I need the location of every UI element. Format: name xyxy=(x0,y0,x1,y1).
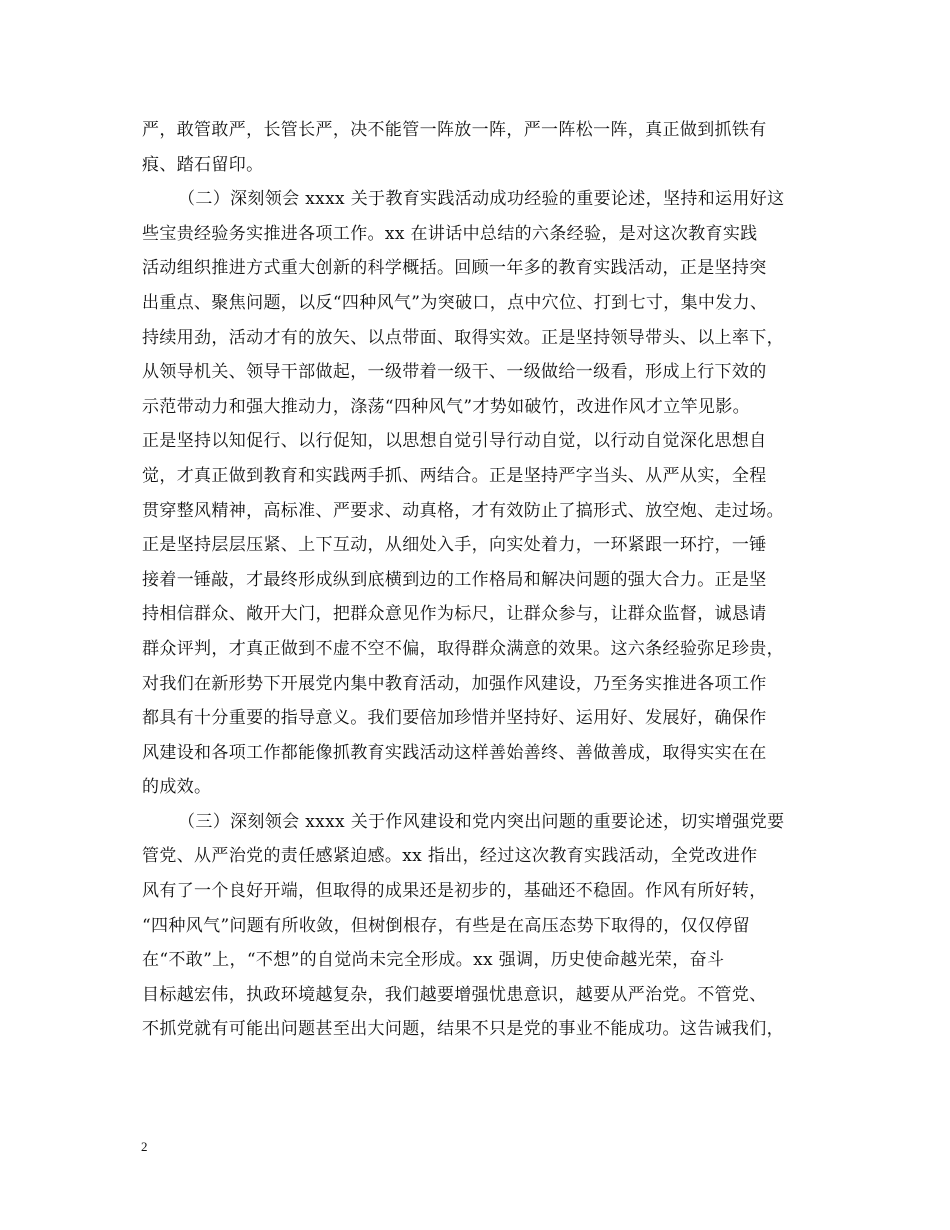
text-line: 都具有十分重要的指导意义。我们要倍加珍惜并坚持好、运用好、发展好，确保作 xyxy=(142,708,767,729)
text-line: 接着一锤敲，才最终形成纵到底横到边的工作格局和解决问题的强大合力。正是坚 xyxy=(142,569,767,590)
text-line: 风建设和各项工作都能像抓教育实践活动这样善始善终、善做善成，取得实实在在 xyxy=(142,742,767,763)
text-line: 严，敢管敢严，长管长严，决不能管一阵放一阵，严一阵松一阵，真正做到抓铁有 xyxy=(142,120,767,140)
paragraph-start-line: （三）深刻领会 xxxx 关于作风建设和党内突出问题的重要论述，切实增强党要 xyxy=(178,811,785,832)
text-line: 的成效。 xyxy=(142,777,212,798)
text-line: 对我们在新形势下开展党内集中教育活动，加强作风建设，乃至务实推进各项工作 xyxy=(142,673,767,694)
text-line: 群众评判，才真正做到不虚不空不偏，取得群众满意的效果。这六条经验弥足珍贵， xyxy=(142,638,784,659)
body-text xyxy=(142,113,822,1047)
text-line: 觉，才真正做到教育和实践两手抓、两结合。正是坚持严字当头、从严从实，全程 xyxy=(142,465,767,486)
text-line: 目标越宏伟，执政环境越复杂，我们越要增强忧患意识，越要从严治党。不管党、 xyxy=(142,984,767,1005)
text-line: 从领导机关、领导干部做起，一级带着一级干、一级做给一级看，形成上行下效的 xyxy=(142,362,767,383)
text-line: 风有了一个良好开端，但取得的成果还是初步的，基础还不稳固。作风有所好转， xyxy=(142,881,767,902)
text-line: “四种风气”问题有所收敛，但树倒根存，有些是在高压态势下取得的，仅仅停留 xyxy=(142,915,750,936)
text-line: 持相信群众、敞开大门，把群众意见作为标尺，让群众参与，让群众监督，诚恳请 xyxy=(142,604,767,625)
text-line: 持续用劲，活动才有的放矢、以点带面、取得实效。正是坚持领导带头、以上率下， xyxy=(142,327,784,348)
text-line: 示范带动力和强大推动力，涤荡“四种风气”才势如破竹，改进作风才立竿见影。 xyxy=(142,396,750,417)
paragraph-start-line: （二）深刻领会 xxxx 关于教育实践活动成功经验的重要论述，坚持和运用好这 xyxy=(178,189,785,210)
text-line: 痕、踏石留印。 xyxy=(142,154,264,175)
text-line: 出重点、聚焦问题，以反“四种风气”为突破口，点中穴位、打到七寸，集中发力、 xyxy=(142,292,768,313)
text-line: 正是坚持以知促行、以行促知，以思想自觉引导行动自觉，以行动自觉深化思想自 xyxy=(142,431,767,452)
text-line: 在“不敢”上，“不想”的自觉尚未完全形成。xx 强调，历史使命越光荣，奋斗 xyxy=(142,950,725,971)
text-line: 不抓党就有可能出问题甚至出大问题，结果不只是党的事业不能成功。这告诫我们， xyxy=(142,1019,784,1040)
page-number: 2 xyxy=(141,1139,148,1154)
text-line: 贯穿整风精神，高标准、严要求、动真格，才有效防止了搞形式、放空炮、走过场。 xyxy=(142,500,784,521)
text-line: 些宝贵经验务实推进各项工作。xx 在讲话中总结的六条经验，是对这次教育实践 xyxy=(142,223,758,244)
text-line: 管党、从严治党的责任感紧迫感。xx 指出，经过这次教育实践活动，全党改进作 xyxy=(142,846,758,867)
text-line: 正是坚持层层压紧、上下互动，从细处入手，向实处着力，一环紧跟一环拧，一锤 xyxy=(142,535,767,556)
text-line: 活动组织推进方式重大创新的科学概括。回顾一年多的教育实践活动，正是坚持突 xyxy=(142,258,767,279)
